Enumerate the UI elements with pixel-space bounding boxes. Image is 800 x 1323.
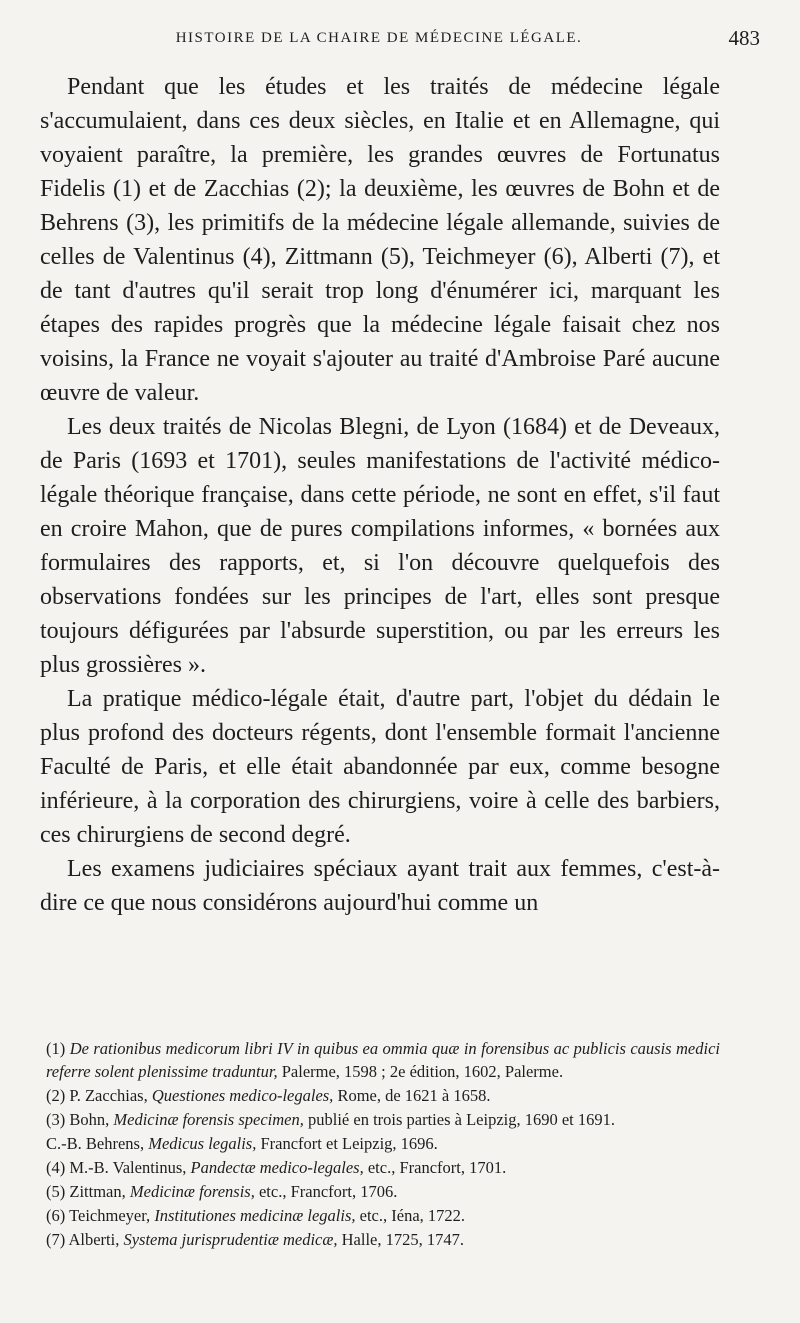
page-number: 483 (728, 26, 760, 50)
footnote (46, 1156, 720, 1179)
footnote-details: Halle, 1725, 1747. (337, 1230, 464, 1249)
footnote-title: Pandectæ medico-legales, (190, 1158, 364, 1177)
footnote-author: Bohn, (69, 1110, 114, 1129)
footnote (46, 1084, 720, 1107)
footnote-title: Institutiones medicinæ legalis, (154, 1206, 356, 1225)
footnote-details: Palerme, 1598 ; 2e édition, 1602, Palerme. (277, 1062, 564, 1081)
footnote-number: (1) (46, 1039, 66, 1058)
footnote-author: C.-B. Behrens, (46, 1134, 149, 1153)
paragraph: La pratique médico-légale était, d'autre part, l'objet du dédain le plus profond des docteurs régents, dont l'ensemble formait l'ancienne Faculté de Paris, et elle était abandonnée par eux, comme besogne inférieure, à la corporation des chirurgiens, voire à celle des barbiers, ces chirurgiens de second degré. (40, 686, 720, 848)
footnote (46, 1037, 720, 1083)
footnote (46, 1180, 720, 1203)
paragraph: Les deux traités de Nicolas Blegni, de Lyon (1684) et de Deveaux, de Paris (1693 et 1701), seules manifestations de l'activité médico-légale théorique française, dans cette période, ne sont en effet, s'il faut en croire Mahon, que de pures compilations informes, « bornées aux formulaires des rapports, et, si l'on découvre quelquefois des observations fondées sur les principes de l'art, elles sont presque toujours défigurées par l'absurde superstition, ou par les erreurs les plus grossières ». (40, 414, 720, 678)
footnote (46, 1132, 720, 1155)
footnote-author: Zittman, (69, 1182, 130, 1201)
body-text (40, 70, 720, 920)
footnote-title: Medicinæ forensis specimen, (113, 1110, 304, 1129)
footnote-number: (5) (46, 1182, 66, 1201)
footnote-author: M.-B. Valentinus, (69, 1158, 191, 1177)
footnote-number: (4) (46, 1158, 66, 1177)
footnotes (46, 1037, 720, 1252)
footnote-title: Systema jurisprudentiæ medicæ, (123, 1230, 338, 1249)
footnote-title: Questiones medico-legales, (151, 1086, 334, 1105)
paragraph: Les examens judiciaires spéciaux ayant trait aux femmes, c'est-à-dire ce que nous considérons aujourd'hui comme un (40, 856, 720, 916)
running-header: HISTOIRE DE LA CHAIRE DE MÉDECINE LÉGALE. (175, 30, 583, 46)
footnote-author: Teichmeyer, (69, 1206, 155, 1225)
paragraph: Pendant que les études et les traités de médecine légale s'accumulaient, dans ces deux siècles, en Italie et en Allemagne, qui voyaient paraître, la première, les grandes œuvres de Fortunatus Fidelis (1) et de Zacchias (2); la deuxième, les œuvres de Bohn et de Behrens (3), les primitifs de la médecine légale allemande, suivies de celles de Valentinus (4), Zittmann (5), Teichmeyer (6), Alberti (7), et de tant d'autres qu'il serait trop long d'énumérer ici, marquant les étapes des rapides progrès que la médecine légale faisait chez nos voisins, la France ne voyait s'ajouter au traité d'Ambroise Paré aucune œuvre de valeur. (40, 74, 720, 406)
footnote-author: P. Zacchias, (69, 1086, 152, 1105)
footnote-number: (2) (46, 1086, 66, 1105)
footnote-number: (6) (46, 1206, 66, 1225)
footnote (46, 1204, 720, 1227)
footnote (46, 1108, 720, 1131)
footnote-details: etc., Francfort, 1706. (254, 1182, 398, 1201)
footnote-number: (7) (46, 1230, 66, 1249)
footnote-details: etc., Iéna, 1722. (355, 1206, 466, 1225)
footnote (46, 1228, 720, 1251)
footnote-details: etc., Francfort, 1701. (363, 1158, 507, 1177)
footnote-details: Rome, de 1621 à 1658. (333, 1086, 491, 1105)
footnote-details: Francfort et Leipzig, 1696. (256, 1134, 438, 1153)
footnote-title: Medicus legalis, (148, 1134, 257, 1153)
footnote-author: Alberti, (68, 1230, 124, 1249)
footnote-number: (3) (46, 1110, 66, 1129)
footnote-title: Medicinæ forensis, (129, 1182, 255, 1201)
footnote-title: De rationibus medicorum libri IV in quibus ea ommia quæ in forensibus ac publicis causis medici referre solent plenissime traduntur, (46, 1039, 720, 1081)
footnote-details: publié en trois parties à Leipzig, 1690 et 1691. (303, 1110, 616, 1129)
